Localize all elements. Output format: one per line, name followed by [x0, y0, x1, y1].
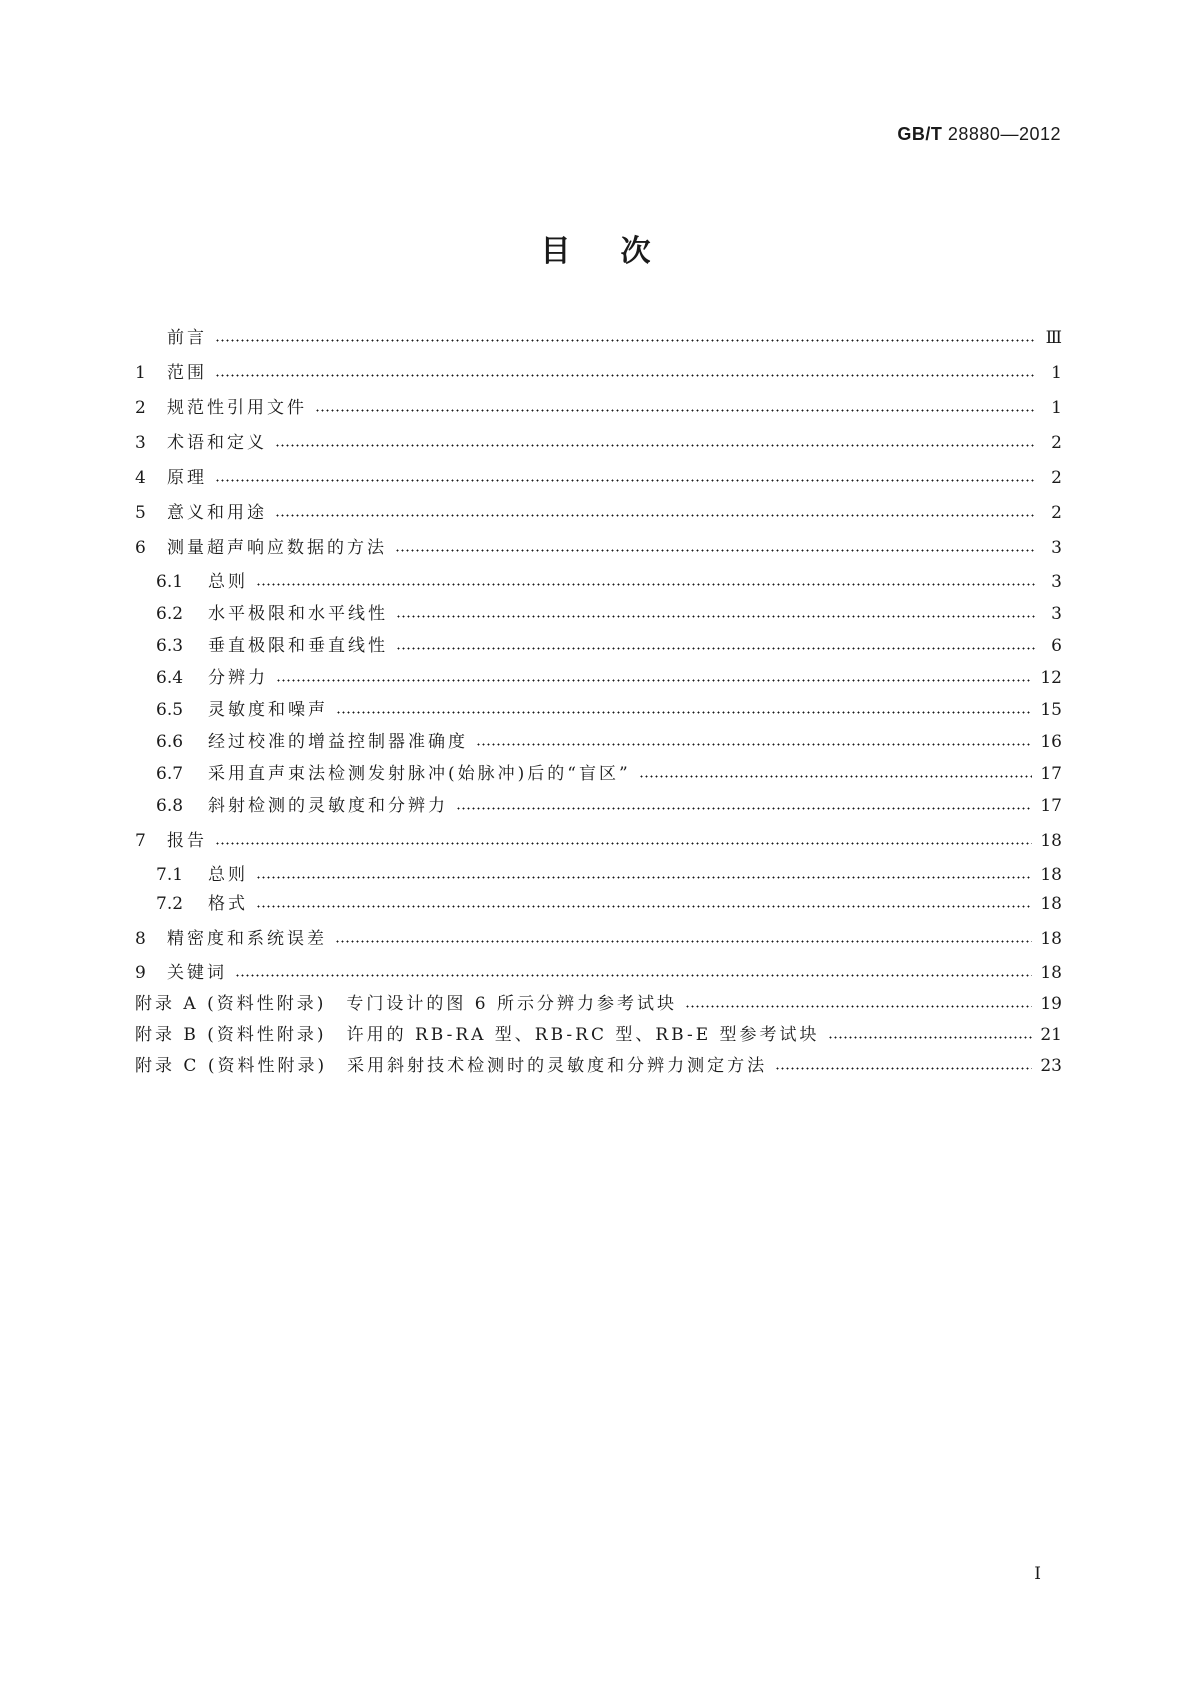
toc-entry-keywords[interactable] [135, 961, 1062, 985]
toc-entry-7-2[interactable] [156, 892, 1062, 916]
toc-entry-principle[interactable] [135, 466, 1062, 490]
toc-entry-annex-b[interactable] [135, 1023, 1062, 1047]
toc-entry-title: 报告 [167, 831, 207, 851]
toc-entry-title: 灵敏度和噪声 [208, 700, 328, 720]
toc-dot-leader [256, 876, 1032, 879]
toc-section-number: 3 [135, 433, 146, 453]
toc-entry-title: 经过校准的增益控制器准确度 [208, 732, 468, 752]
toc-page-number: 18 [1040, 831, 1062, 851]
toc-entry-title: 水平极限和水平线性 [208, 604, 388, 624]
toc-entry-title: 关键词 [167, 963, 227, 983]
toc-section-number: 6.5 [156, 700, 184, 720]
toc-dot-leader [215, 479, 1036, 482]
toc-dot-leader [395, 549, 1036, 552]
toc-entry-6-5[interactable] [156, 698, 1062, 722]
toc-entry-6-3[interactable] [156, 634, 1062, 658]
toc-page-number: 2 [1051, 468, 1062, 488]
toc-entry-annex-a[interactable] [135, 992, 1062, 1016]
toc-page-number: 3 [1051, 604, 1062, 624]
toc-dot-leader [775, 1067, 1032, 1070]
toc-entry-title: 意义和用途 [167, 503, 267, 523]
toc-section-number: 6.2 [156, 604, 184, 624]
toc-entry-title: 规范性引用文件 [167, 398, 307, 418]
toc-entry-6-6[interactable] [156, 730, 1062, 754]
toc-section-number: 6.4 [156, 668, 184, 688]
toc-section-number: 2 [135, 398, 146, 418]
toc-entry-title: 前言 [167, 328, 207, 348]
toc-entry-title: 格式 [208, 894, 248, 914]
toc-page-number: 18 [1040, 865, 1062, 885]
page-number: I [1034, 1564, 1041, 1584]
standard-code-number: 28880—2012 [947, 124, 1061, 144]
toc-dot-leader [276, 679, 1032, 682]
toc-section-number: 6.8 [156, 796, 184, 816]
toc-page-number: 15 [1040, 700, 1062, 720]
toc-entry-title: 总则 [208, 572, 248, 592]
toc-section-number: 7.2 [156, 894, 184, 914]
toc-page-number: 3 [1051, 572, 1062, 592]
toc-dot-leader [275, 514, 1036, 517]
toc-page-number: 21 [1040, 1025, 1062, 1045]
toc-entry-6-2[interactable] [156, 602, 1062, 626]
toc-section-number: 1 [135, 363, 146, 383]
toc-entry-title: 垂直极限和垂直线性 [208, 636, 388, 656]
toc-dot-leader [235, 974, 1032, 977]
standard-code [897, 124, 1061, 145]
toc-section-number: 4 [135, 468, 146, 488]
toc-section-number: 7.1 [156, 865, 184, 885]
toc-dot-leader [456, 807, 1032, 810]
toc-entry-scope[interactable] [135, 361, 1062, 385]
toc-entry-title: 附录 C (资料性附录) 采用斜射技术检测时的灵敏度和分辨力测定方法 [135, 1056, 768, 1076]
toc-entry-6-8[interactable] [156, 794, 1062, 818]
toc-dot-leader [215, 339, 1036, 342]
toc-page-number: 17 [1040, 764, 1062, 784]
toc-entry-6-4[interactable] [156, 666, 1062, 690]
toc-dot-leader [396, 615, 1036, 618]
toc-entry-title: 总则 [208, 865, 248, 885]
toc-dot-leader [639, 775, 1033, 778]
toc-dot-leader [215, 374, 1036, 377]
toc-page-number: 2 [1051, 503, 1062, 523]
toc-page-number: 1 [1051, 363, 1062, 383]
toc-dot-leader [275, 444, 1036, 447]
toc-page-number: 18 [1040, 929, 1062, 949]
toc-entry-6-1[interactable] [156, 570, 1062, 594]
toc-section-number: 6.6 [156, 732, 184, 752]
toc-entry-title: 测量超声响应数据的方法 [167, 538, 387, 558]
toc-dot-leader [315, 409, 1036, 412]
toc-entry-title: 分辨力 [208, 668, 268, 688]
toc-page-number: 1 [1051, 398, 1062, 418]
toc-entry-title: 范围 [167, 363, 207, 383]
toc-section-number: 9 [135, 963, 146, 983]
toc-entry-title: 采用直声束法检测发射脉冲(始脉冲)后的“盲区” [208, 764, 631, 784]
toc-entry-title: 精密度和系统误差 [167, 929, 327, 949]
toc-page-number: 23 [1040, 1056, 1062, 1076]
toc-entry-7-1[interactable] [156, 863, 1062, 887]
toc-entry-normative-references[interactable] [135, 396, 1062, 420]
toc-section-number: 5 [135, 503, 146, 523]
toc-entry-significance-use[interactable] [135, 501, 1062, 525]
toc-entry-title: 斜射检测的灵敏度和分辨力 [208, 796, 448, 816]
page-title: 目次 [540, 234, 701, 269]
toc-dot-leader [256, 583, 1036, 586]
toc-section-number: 6 [135, 538, 146, 558]
toc-page-number: 18 [1040, 963, 1062, 983]
toc-entry-terms-definitions[interactable] [135, 431, 1062, 455]
toc-entry-6-7[interactable] [156, 762, 1062, 786]
toc-dot-leader [256, 905, 1032, 908]
toc-dot-leader [336, 711, 1032, 714]
toc-dot-leader [396, 647, 1036, 650]
toc-entry-measurement-method[interactable] [135, 536, 1062, 560]
toc-entry-report[interactable] [135, 829, 1062, 853]
toc-page-number: 12 [1040, 668, 1062, 688]
toc-section-number: 6.1 [156, 572, 184, 592]
toc-page-number: 16 [1040, 732, 1062, 752]
toc-dot-leader [828, 1036, 1033, 1039]
standard-code-prefix: GB/T [897, 124, 943, 144]
toc-dot-leader [335, 940, 1032, 943]
toc-entry-title: 附录 A (资料性附录) 专门设计的图 6 所示分辨力参考试块 [135, 994, 677, 1014]
toc-entry-precision-bias[interactable] [135, 927, 1062, 951]
toc-dot-leader [215, 842, 1032, 845]
toc-entry-annex-c[interactable] [135, 1054, 1062, 1078]
toc-entry-title: 原理 [167, 468, 207, 488]
toc-section-number: 6.3 [156, 636, 184, 656]
toc-dot-leader [685, 1005, 1032, 1008]
toc-page-number: 18 [1040, 894, 1062, 914]
toc-entry-foreword[interactable] [135, 326, 1062, 350]
toc-page-number: 17 [1040, 796, 1062, 816]
toc-page-number: 19 [1040, 994, 1062, 1014]
toc-page-number: 6 [1051, 636, 1062, 656]
toc-section-number: 6.7 [156, 764, 184, 784]
toc-dot-leader [476, 743, 1032, 746]
toc-page-number: 3 [1051, 538, 1062, 558]
toc-entry-title: 术语和定义 [167, 433, 267, 453]
toc-section-number: 8 [135, 929, 146, 949]
toc-section-number: 7 [135, 831, 146, 851]
toc-page-number: 2 [1051, 433, 1062, 453]
toc-entry-title: 附录 B (资料性附录) 许用的 RB-RA 型、RB-RC 型、RB-E 型参考试块 [135, 1025, 820, 1045]
toc-page-number: Ⅲ [1045, 328, 1062, 348]
